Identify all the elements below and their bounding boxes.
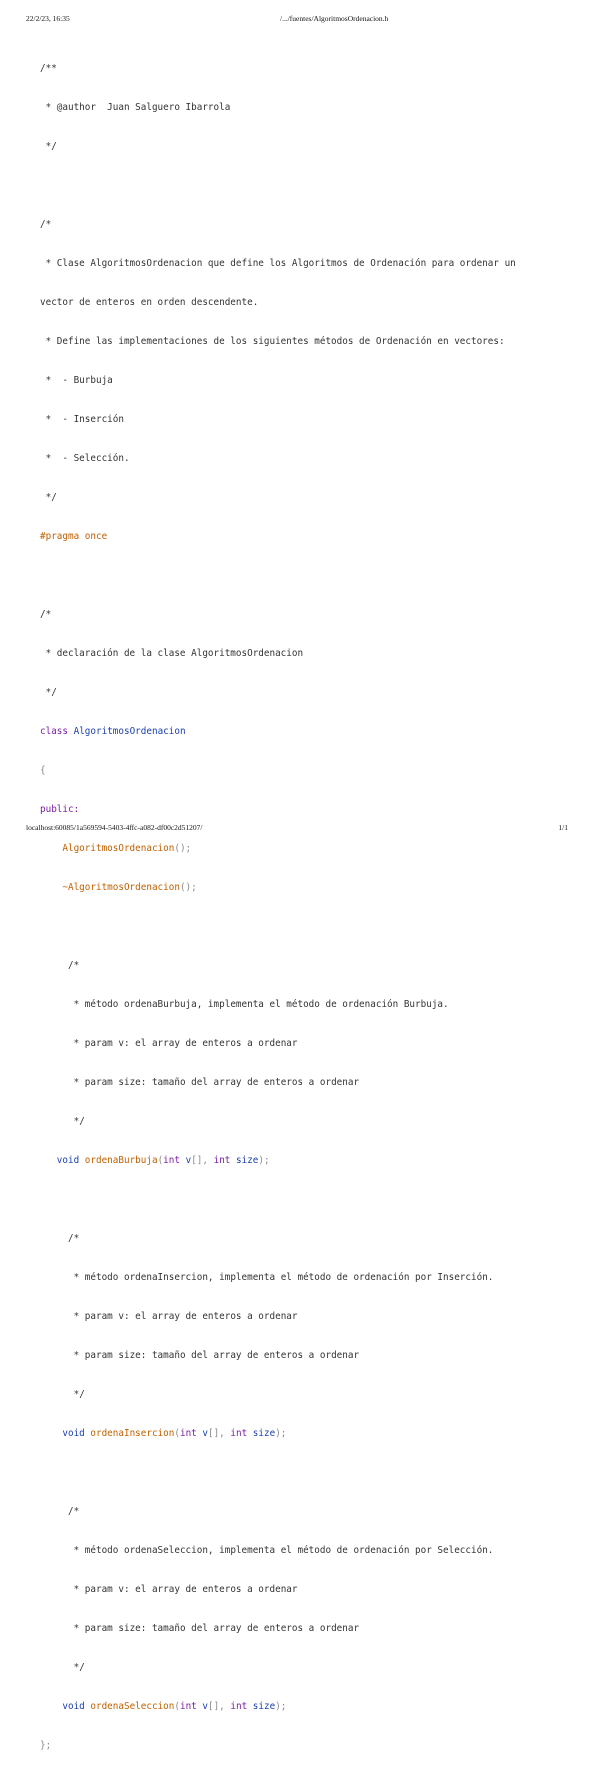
punctuation: (); [174, 843, 192, 854]
punctuation: ); [275, 1428, 287, 1439]
punctuation: [], [207, 1428, 225, 1439]
punctuation: ); [275, 1701, 287, 1712]
code-line [40, 1232, 580, 1245]
pragma-directive: #pragma once [40, 531, 108, 542]
code-line: * - Selección. [40, 453, 130, 464]
param-name: v [202, 1428, 208, 1439]
code-line: /* [40, 219, 52, 230]
param-name: size [236, 1155, 259, 1166]
source-code [40, 36, 580, 1765]
function-name: ordenaBurbuja [84, 1155, 158, 1166]
comment-text: /* [68, 1233, 80, 1244]
param-type: int [230, 1428, 248, 1439]
comment-text: * param size: tamaño del array de enteros a ordenar [68, 1350, 360, 1361]
blank-line [40, 1466, 580, 1479]
param-type: int [163, 1155, 180, 1166]
code-line [40, 998, 580, 1011]
comment-text: */ [68, 1662, 85, 1673]
code-line: * - Inserción [40, 414, 124, 425]
code-line: */ [40, 492, 57, 503]
punctuation: ); [258, 1155, 270, 1166]
code-line [40, 1583, 580, 1596]
comment-text: * param size: tamaño del array de enteros a ordenar [68, 1077, 360, 1088]
function-name: ordenaSeleccion [90, 1701, 175, 1712]
page-number: 1/1 [558, 823, 568, 832]
code-line [40, 1622, 580, 1635]
print-footer [0, 823, 600, 835]
comment-text: * método ordenaInsercion, implementa el método de ordenación por Inserción. [68, 1272, 494, 1283]
print-header [0, 14, 600, 26]
class-declaration [40, 725, 580, 738]
comment-text: * método ordenaBurbuja, implementa el método de ordenación Burbuja. [68, 999, 449, 1010]
blank-line [40, 1193, 580, 1206]
keyword: class [40, 726, 68, 737]
return-type: void [62, 1428, 85, 1439]
constructor-declaration [40, 842, 580, 855]
code-line: * Clase AlgoritmosOrdenacion que define los Algoritmos de Ordenación para ordenar un [40, 258, 516, 269]
comment-text: * param v: el array de enteros a ordenar [68, 1584, 298, 1595]
method-declaration [40, 1154, 580, 1167]
comment-text: * param v: el array de enteros a ordenar [68, 1311, 298, 1322]
code-line: vector de enteros en orden descendente. [40, 297, 259, 308]
param-type: int [230, 1701, 248, 1712]
param-name: v [185, 1155, 192, 1166]
code-line: */ [40, 141, 57, 152]
punctuation: (); [179, 882, 197, 893]
code-line: /** [40, 63, 57, 74]
comment-text: * método ordenaSeleccion, implementa el método de ordenación por Selección. [68, 1545, 494, 1556]
page-url: localhost:60085/1a569594-5403-4ffc-a082-df00c2d51207/ [26, 823, 203, 832]
code-line [40, 1661, 580, 1674]
code-line [40, 1349, 580, 1362]
code-line [40, 1505, 580, 1518]
punctuation: ( [174, 1428, 180, 1439]
code-line [40, 1388, 580, 1401]
function-name: ~AlgoritmosOrdenacion [62, 882, 180, 893]
param-type: int [179, 1701, 197, 1712]
comment-text: * param v: el array de enteros a ordenar [68, 1038, 298, 1049]
punctuation: [], [207, 1701, 225, 1712]
code-line: * - Burbuja [40, 375, 113, 386]
comment-text: */ [68, 1116, 85, 1127]
code-line: { [40, 765, 46, 776]
return-type: void [62, 1701, 85, 1712]
param-name: v [202, 1701, 208, 1712]
function-name: AlgoritmosOrdenacion [62, 843, 175, 854]
comment-text: /* [68, 1506, 80, 1517]
param-name: size [252, 1701, 276, 1712]
code-line: * @author Juan Salguero Ibarrola [40, 102, 231, 113]
code-line [40, 1037, 580, 1050]
code-line [40, 959, 580, 972]
param-name: size [252, 1428, 276, 1439]
code-line: }; [40, 1740, 52, 1751]
return-type: void [56, 1155, 80, 1166]
method-declaration [40, 1700, 580, 1713]
destructor-declaration [40, 881, 580, 894]
code-line: * Define las implementaciones de los siguientes métodos de Ordenación en vectores: [40, 336, 505, 347]
code-line: * declaración de la clase AlgoritmosOrdenacion [40, 648, 304, 659]
code-line [40, 1076, 580, 1089]
code-line: /* [40, 609, 52, 620]
code-line [40, 1310, 580, 1323]
blank-line [40, 920, 580, 933]
blank-line [40, 569, 580, 582]
method-declaration [40, 1427, 580, 1440]
comment-text: /* [68, 960, 80, 971]
code-line: */ [40, 687, 57, 698]
comment-text: */ [68, 1389, 85, 1400]
comment-text: * param size: tamaño del array de enteros a ordenar [68, 1623, 360, 1634]
access-specifier: public: [40, 804, 80, 815]
class-name: AlgoritmosOrdenacion [73, 726, 186, 737]
param-type: int [213, 1155, 231, 1166]
print-datetime: 22/2/23, 16:35 [26, 14, 70, 23]
file-path: /.../fuentes/AlgoritmosOrdenacion.h [280, 14, 389, 23]
function-name: ordenaInsercion [90, 1428, 175, 1439]
code-line [40, 1544, 580, 1557]
punctuation: ( [174, 1701, 180, 1712]
blank-line [40, 179, 580, 192]
punctuation: [], [191, 1155, 208, 1166]
punctuation: ( [157, 1155, 164, 1166]
code-line [40, 1115, 580, 1128]
param-type: int [179, 1428, 197, 1439]
code-line [40, 1271, 580, 1284]
